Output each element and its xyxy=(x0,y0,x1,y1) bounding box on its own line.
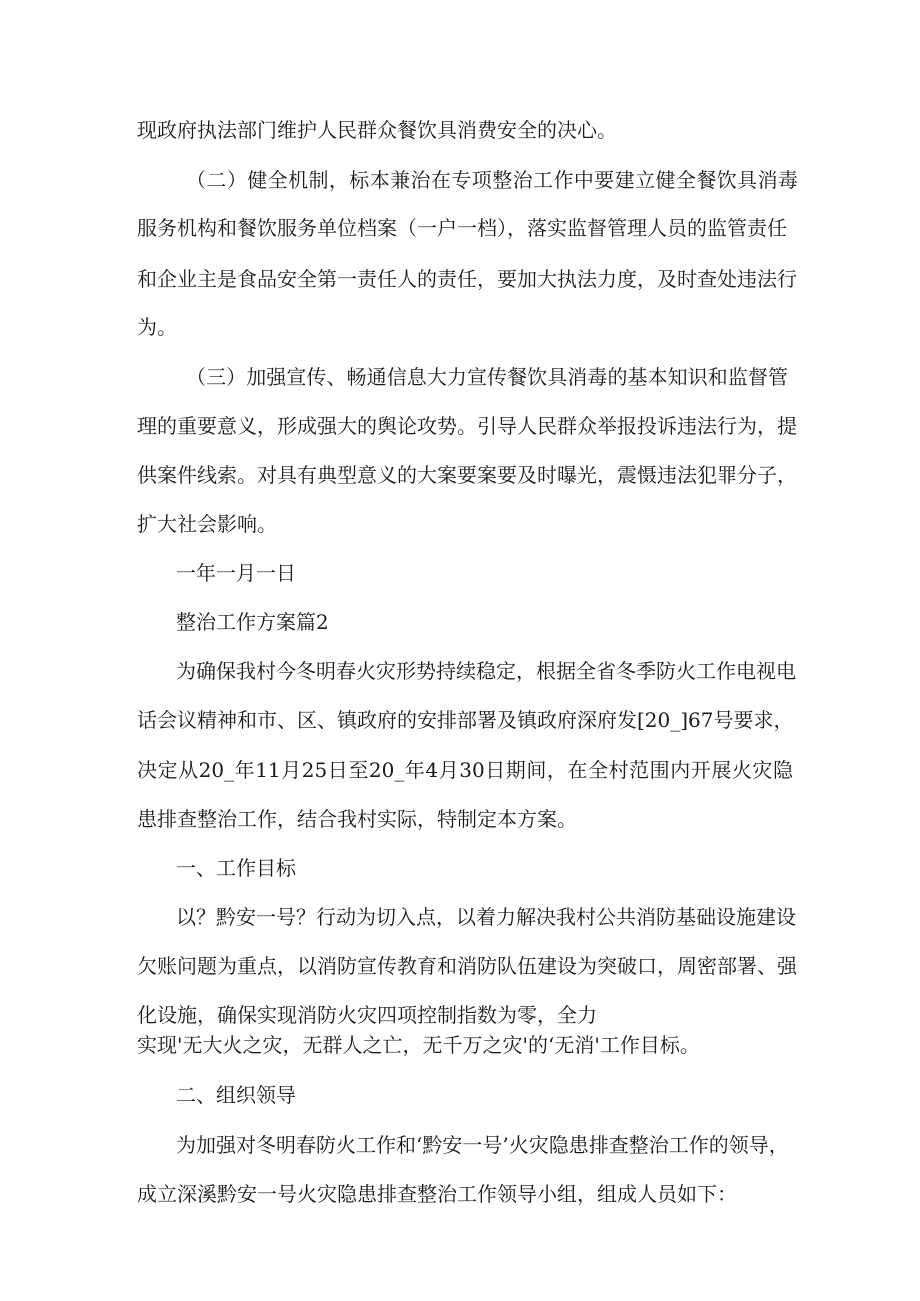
text-line: 实现'无大火之灾，无群人之亡，无千万之灾'的‘无消'工作目标。 xyxy=(137,1033,700,1057)
text-line: 扩大社会影响。 xyxy=(137,512,277,536)
section-title: 整治工作方案篇2 xyxy=(176,610,329,634)
text-line: （三）加强宣传、畅通信息大力宣传餐饮具消毒的基本知识和监督管 xyxy=(186,365,788,389)
text-line: 化设施，确保实现消防火灾四项控制指数为零，全力 xyxy=(137,1003,597,1027)
text-line: 服务机构和餐饮服务单位档案（一户一档），落实监督管理人员的监管责任 xyxy=(137,216,787,240)
text-line: 欠账问题为重点，以消防宣传教育和消防队伍建设为突破口，周密部署、强 xyxy=(137,954,797,978)
text-line: 患排查整治工作，结合我村实际，特制定本方案。 xyxy=(137,807,577,831)
text-line: 以？黔安一号？行动为切入点，以着力解决我村公共消防基础设施建设 xyxy=(176,905,796,929)
heading-line: 二、组织领导 xyxy=(176,1083,296,1107)
text-line: 理的重要意义，形成强大的舆论攻势。引导人民群众举报投诉违法行为，提 xyxy=(137,414,797,438)
text-line: 决定从20_年11月25日至20_年4月30日期间，在全村范围内开展火灾隐 xyxy=(137,758,793,782)
text-line: 为确保我村今冬明春火灾形势持续稳定，根据全省冬季防火工作电视电 xyxy=(176,659,796,683)
text-line: 供案件线索。对具有典型意义的大案要案要及时曝光，震慑违法犯罪分子， xyxy=(137,463,797,487)
text-line: 现政府执法部门维护人民群众餐饮具消费安全的决心。 xyxy=(137,118,617,142)
text-line: 话会议精神和市、区、镇政府的安排部署及镇政府深府发[20_]67号要求， xyxy=(137,708,794,732)
text-line: （二）健全机制，标本兼治在专项整治工作中要建立健全餐饮具消毒 xyxy=(186,168,798,192)
heading-line: 一、工作目标 xyxy=(176,856,296,880)
text-line: 成立深溪黔安一号火灾隐患排查整治工作领导小组，组成人员如下： xyxy=(137,1182,737,1206)
text-line: 为加强对冬明春防火工作和‘黔安一号’火灾隐患排查整治工作的领导， xyxy=(176,1133,789,1157)
date-line: 一年一月一日 xyxy=(176,561,296,585)
text-line: 和企业主是食品安全第一责任人的责任，要加大执法力度，及时查处违法行 xyxy=(137,267,797,291)
text-line: 为。 xyxy=(137,315,177,339)
